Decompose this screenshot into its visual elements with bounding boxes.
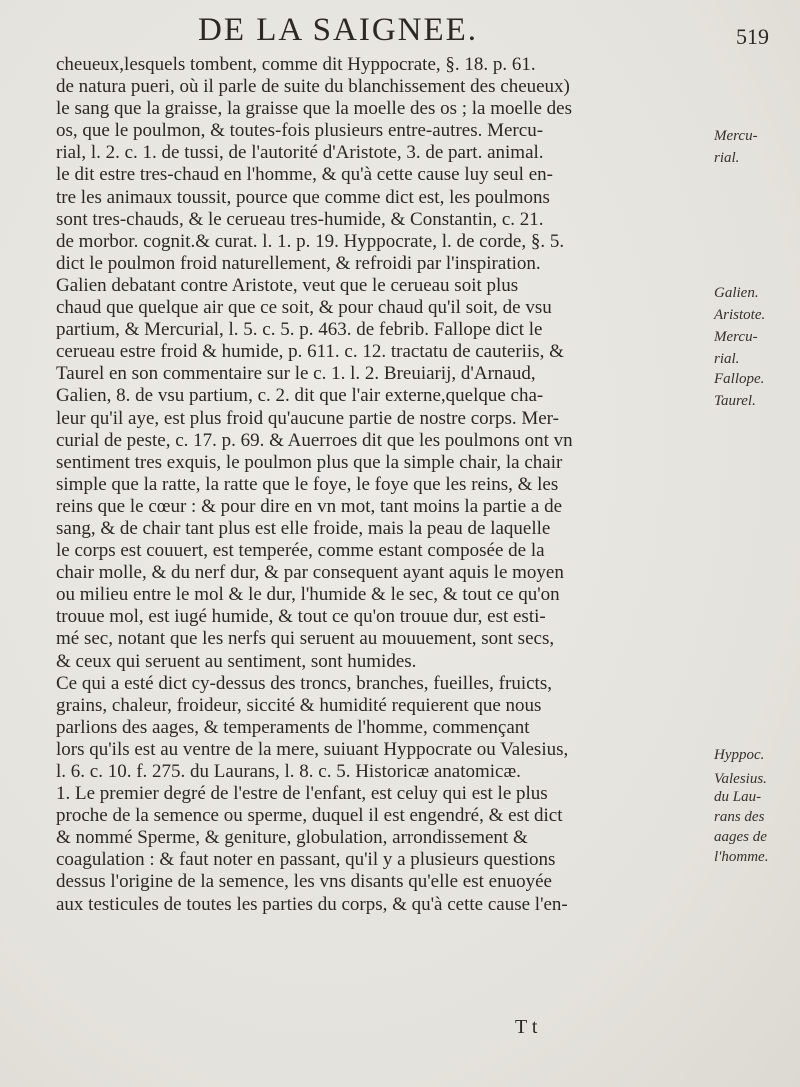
text-line: curial de peste, c. 17. p. 69. & Auerroes dit que les poulmons ont vn [56, 429, 573, 451]
body-text [56, 54, 716, 916]
signature-mark: T t [515, 1016, 538, 1038]
text-line: le dit estre tres-chaud en l'homme, & qu'à cette cause luy seul en- [56, 164, 553, 186]
margin-note: du Lau- [714, 788, 762, 805]
text-line: 1. Le premier degré de l'estre de l'enfant, est celuy qui est le plus [56, 783, 548, 805]
text-line: simple que la ratte, la ratte que le foye, le foye que les reins, & les [56, 473, 559, 495]
text-line: tre les animaux toussit, pource que comme dict est, les poulmons [56, 186, 550, 208]
text-line: os, que le poulmon, & toutes-fois plusieurs entre-autres. Mercu- [56, 120, 544, 142]
page-header [0, 12, 800, 52]
margin-note: rial. [714, 150, 740, 167]
text-line: Ce qui a esté dict cy-dessus des troncs, branches, fueilles, fruicts, [56, 672, 552, 694]
text-line: Galien debatant contre Aristote, veut que le cerueau soit plus [56, 274, 519, 296]
margin-note: Mercu- [714, 128, 758, 145]
text-line: l. 6. c. 10. f. 275. du Laurans, l. 8. c. 5. Historicæ anatomicæ. [56, 761, 521, 782]
text-line: dict le poulmon froid naturellement, & refroidi par l'inspiration. [56, 252, 541, 274]
text-line: & ceux qui seruent au sentiment, sont humides. [56, 650, 417, 672]
margin-note: Mercu- [714, 329, 758, 346]
margin-note: rial. [714, 351, 740, 368]
text-line: grains, chaleur, froideur, siccité & humidité requierent que nous [56, 694, 542, 716]
text-line: aux testicules de toutes les parties du corps, & qu'à cette cause l'en- [56, 893, 568, 915]
margin-note: Galien. [714, 285, 759, 302]
text-line: dessus l'origine de la semence, les vns disants qu'elle est enuoyée [56, 871, 552, 893]
page-number: 519 [736, 24, 769, 49]
text-line: Taurel en son commentaire sur le c. 1. l. 2. Breuiarij, d'Arnaud, [56, 363, 536, 385]
text-line: leur qu'il aye, est plus froid qu'aucune partie de nostre corps. Mer- [56, 407, 559, 429]
text-line: parlions des aages, & temperaments de l'homme, commençant [56, 716, 530, 738]
text-line: rial, l. 2. c. 1. de tussi, de l'autorité d'Aristote, 3. de part. animal. [56, 142, 544, 164]
text-line: cheueux,lesquels tombent, comme dit Hyppocrate, §. 18. p. 61. [56, 54, 536, 75]
text-line: sont tres-chauds, & le cerueau tres-humide, & Constantin, c. 21. [56, 208, 544, 230]
text-line: de morbor. cognit.& curat. l. 1. p. 19. Hyppocrate, l. de corde, §. 5. [56, 230, 565, 252]
text-line: le corps est couuert, est temperée, comme estant composée de la [56, 540, 545, 562]
text-line: chaud que quelque air que ce soit, & pour chaud qu'il soit, de vsu [56, 297, 552, 319]
margin-note: aages de [714, 828, 767, 845]
text-line: proche de la semence ou sperme, duquel il est engendré, & est dict [56, 805, 563, 827]
text-line: ou milieu entre le mol & le dur, l'humide & le sec, & tout ce qu'on [56, 584, 560, 606]
text-line: partium, & Mercurial, l. 5. c. 5. p. 463. de febrib. Fallope dict le [56, 319, 543, 341]
text-line: coagulation : & faut noter en passant, qu'il y a plusieurs questions [56, 849, 556, 871]
text-line: de natura pueri, où il parle de suite du blanchissement des cheueux) [56, 76, 570, 98]
running-title: DE LA SAIGNEE. [198, 12, 479, 48]
text-line: reins que le cœur : & pour dire en vn mot, tant moins la partie a de [56, 495, 562, 517]
margin-note: Aristote. [714, 307, 766, 324]
margin-note: l'homme. [714, 848, 769, 865]
margin-note: Valesius. [714, 771, 767, 788]
text-line: trouue mol, est iugé humide, & tout ce qu'on trouue dur, est esti- [56, 606, 546, 628]
margin-note: Fallope. [714, 371, 765, 388]
text-line: chair molle, & du nerf dur, & par consequent ayant aquis le moyen [56, 562, 564, 584]
text-line: lors qu'ils est au ventre de la mere, suiuant Hyppocrate ou Valesius, [56, 738, 569, 760]
text-line: le sang que la graisse, la graisse que la moelle des os ; la moelle des [56, 98, 573, 120]
margin-note: Hyppoc. [714, 746, 765, 763]
text-line: cerueau estre froid & humide, p. 611. c. 12. tractatu de cauteriis, & [56, 341, 564, 363]
text-line: sang, & de chair tant plus est elle froide, mais la peau de laquelle [56, 517, 551, 539]
text-line: Galien, 8. de vsu partium, c. 2. dit que l'air externe,quelque cha- [56, 385, 544, 407]
text-line: & nommé Sperme, & geniture, globulation, arrondissement & [56, 827, 528, 849]
margin-note: rans des [714, 808, 765, 825]
margin-note: Taurel. [714, 393, 756, 410]
text-line: sentiment tres exquis, le poulmon plus que la simple chair, la chair [56, 451, 563, 473]
text-line: mé sec, notant que les nerfs qui seruent au mouuement, sont secs, [56, 628, 555, 650]
